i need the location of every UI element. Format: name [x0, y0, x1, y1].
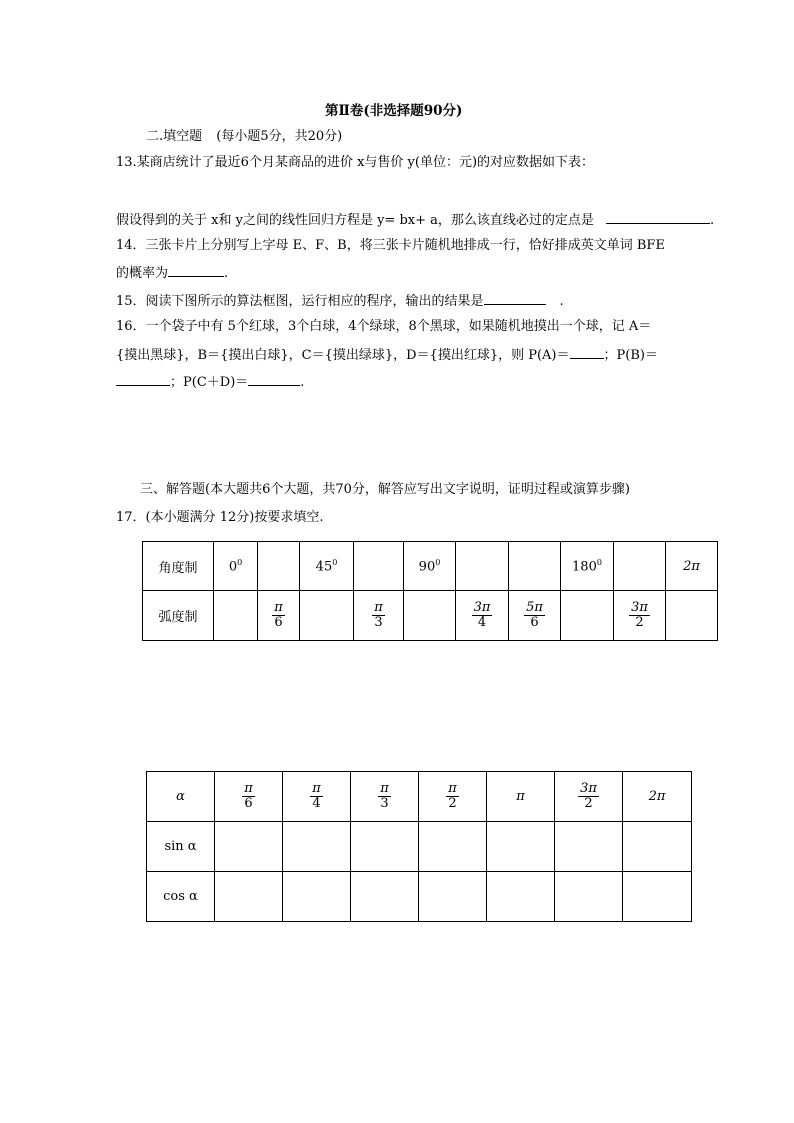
table2-sin-cell[interactable]: [623, 822, 692, 872]
section2-note: (每小题5分，共20分): [216, 129, 343, 144]
table2-sin-cell[interactable]: [419, 822, 487, 872]
table-angle-conversion: [142, 541, 718, 641]
q14-line2: 的概率为 .: [116, 266, 229, 281]
table1-deg-cell[interactable]: [614, 542, 666, 591]
table2-header-cell: $\frac{\pi}{4}$: [283, 772, 351, 822]
table1-label-radian: 弧度制: [143, 591, 214, 641]
table1-deg-cell[interactable]: [354, 542, 404, 591]
table2-cos-cell[interactable]: [351, 872, 419, 922]
q13-line2: 假设得到的关于 x和 y之间的线性回归方程是 y= bx+ a，那么该直线必过的定点是 .: [116, 213, 715, 228]
table1-rad-cell: $\frac{\pi}{3}$: [354, 591, 404, 641]
table1-deg-cell: $180^0$: [561, 542, 614, 591]
table2-cos-cell[interactable]: [555, 872, 623, 922]
q16-text-b: ；P(B)＝: [603, 348, 658, 363]
table1-row-degree: [143, 542, 718, 591]
table1-rad-cell[interactable]: [561, 591, 614, 641]
table1-deg-cell[interactable]: [456, 542, 509, 591]
table1-label-degree: 角度制: [143, 542, 214, 591]
table2-sin-cell[interactable]: [487, 822, 555, 872]
q13-answer-blank[interactable]: [606, 211, 710, 224]
q16-line1: 16．一个袋子中有 5个红球，3个白球，4个绿球，8个黑球，如果随机地摸出一个球，记 A＝: [116, 319, 652, 334]
table2-label-cos: cos α: [147, 872, 215, 922]
table1-rad-cell[interactable]: [666, 591, 718, 641]
table2-sin-cell[interactable]: [555, 822, 623, 872]
table1-rad-cell: $\frac{3\pi}{4}$: [456, 591, 509, 641]
q16-text-a: {摸出黑球}，B＝{摸出白球}，C＝{摸出绿球}，D＝{摸出红球}，则 P(A)＝: [116, 348, 570, 363]
table1-deg-cell: 2π: [666, 542, 718, 591]
q15-text: 15．阅读下图所示的算法框图，运行相应的程序，输出的结果是: [116, 294, 484, 309]
table2-label-alpha: α: [147, 772, 215, 822]
section2-heading-line: [146, 129, 342, 145]
q17-line1: 17．(本小题满分 12分)按要求填空.: [116, 510, 324, 525]
table1-rad-cell[interactable]: [404, 591, 456, 641]
section2-heading: 二.填空题: [146, 129, 203, 144]
table1-deg-cell[interactable]: [509, 542, 561, 591]
table2-header-cell: $\frac{\pi}{3}$: [351, 772, 419, 822]
table1-rad-cell: $\frac{3\pi}{2}$: [614, 591, 666, 641]
table2-sin-cell[interactable]: [215, 822, 283, 872]
table2-label-sin: sin α: [147, 822, 215, 872]
q16-pcd-blank[interactable]: [248, 373, 300, 386]
table1-rad-cell: $\frac{5\pi}{6}$: [509, 591, 561, 641]
table2-header-cell: $\frac{3\pi}{2}$: [555, 772, 623, 822]
q16-pa-blank[interactable]: [570, 346, 604, 359]
table2-header-cell: $\frac{\pi}{2}$: [419, 772, 487, 822]
table2-cos-cell[interactable]: [487, 872, 555, 922]
table1-rad-cell[interactable]: [214, 591, 258, 641]
table2-cos-cell[interactable]: [623, 872, 692, 922]
table1-rad-cell: $\frac{\pi}{6}$: [258, 591, 300, 641]
table2-header-cell: 2π: [623, 772, 692, 822]
table2-row-alpha: [147, 772, 692, 822]
table2-cos-cell[interactable]: [283, 872, 351, 922]
table2-row-cos: [147, 872, 692, 922]
q16-line3: ；P(C＋D)＝ .: [116, 373, 304, 391]
q14-line1: 14．三张卡片上分别写上字母 E、F、B，将三张卡片随机地排成一行，恰好排成英文单词 BFE: [116, 238, 665, 253]
table2-cos-cell[interactable]: [215, 872, 283, 922]
table1-rad-cell[interactable]: [300, 591, 354, 641]
q14-text: 的概率为: [116, 266, 169, 281]
q16-line2: [116, 346, 658, 364]
q13-text: 假设得到的关于 x和 y之间的线性回归方程是 y= bx+ a，那么该直线必过的定点是: [116, 213, 594, 228]
q16-pb-blank[interactable]: [116, 373, 170, 386]
q15-line1: 15．阅读下图所示的算法框图，运行相应的程序，输出的结果是 .: [116, 294, 564, 309]
q14-answer-blank[interactable]: [168, 264, 224, 277]
q13-line1: 13.某商店统计了最近6个月某商品的进价 x与售价 y(单位：元)的对应数据如下表：: [116, 155, 595, 170]
table2-header-cell: π: [487, 772, 555, 822]
table1-deg-cell[interactable]: [258, 542, 300, 591]
q15-answer-blank[interactable]: [484, 292, 546, 305]
table2-cos-cell[interactable]: [419, 872, 487, 922]
section3-heading: 三、解答题(本大题共6个大题，共70分，解答应写出文字说明，证明过程或演算步骤): [140, 482, 630, 497]
table2-row-sin: [147, 822, 692, 872]
page-title: 第Ⅱ卷(非选择题90分): [325, 103, 463, 119]
table2-sin-cell[interactable]: [351, 822, 419, 872]
q16-text-c: ；P(C＋D)＝: [170, 375, 249, 390]
table1-deg-cell: $90^0$: [404, 542, 456, 591]
table2-header-cell: $\frac{\pi}{6}$: [215, 772, 283, 822]
table1-row-radian: [143, 591, 718, 641]
table1-deg-cell: $45^0$: [300, 542, 354, 591]
table2-sin-cell[interactable]: [283, 822, 351, 872]
table1-deg-cell: $0^0$: [214, 542, 258, 591]
table-trig-values: [146, 771, 692, 922]
